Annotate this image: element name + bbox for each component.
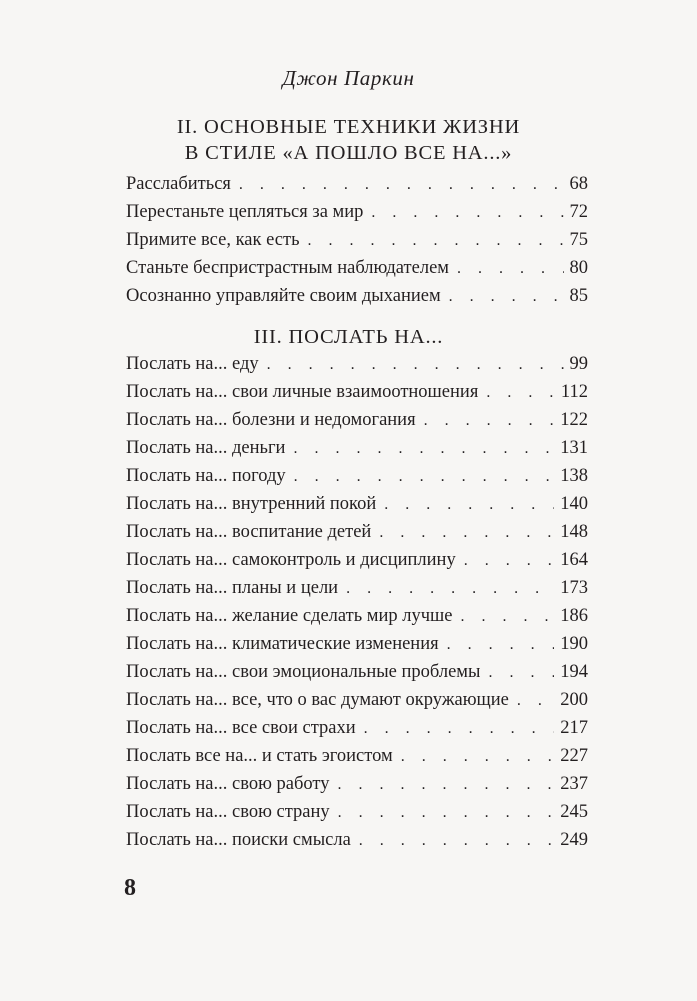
toc-entry [126, 746, 588, 774]
toc-entry-page-number: 138 [560, 466, 588, 486]
toc-entry-page-number: 245 [560, 802, 588, 822]
toc-entry-title: Послать на... планы и цели [126, 578, 339, 598]
toc-entry-title: Послать на... поиски смысла [126, 830, 351, 850]
page-number: 8 [124, 875, 136, 901]
section-2-title-line-1: II. ОСНОВНЫЕ ТЕХНИКИ ЖИЗНИ [176, 116, 521, 138]
dot-leader [267, 356, 564, 374]
toc-entry-title: Послать на... воспитание детей [126, 522, 372, 542]
section-2-title [0, 114, 697, 166]
toc-entry-title: Послать на... свои эмоциональные проблемы [126, 662, 481, 682]
toc-entry-page-number: 140 [560, 494, 588, 514]
toc-entry-title: Послать на... погоду [126, 466, 286, 486]
toc-entry [126, 718, 588, 746]
toc-entry-title: Осознанно управляйте своим дыханием [126, 286, 441, 306]
dot-leader [293, 440, 554, 458]
toc-entry-title: Послать на... все, что о вас думают окружающие [126, 690, 509, 710]
toc-entry-page-number: 227 [560, 746, 588, 766]
dot-leader [457, 260, 564, 278]
toc-entry [126, 466, 588, 494]
toc-entry-page-number: 75 [569, 230, 588, 250]
toc-entry-page-number: 190 [560, 634, 588, 654]
dot-leader [461, 608, 555, 626]
dot-leader [364, 720, 555, 738]
dot-leader [449, 288, 564, 306]
toc-entry-page-number: 173 [560, 578, 588, 598]
dot-leader [338, 776, 555, 794]
toc-entry-page-number: 249 [560, 830, 588, 850]
toc-entry-page-number: 72 [569, 202, 588, 222]
toc-entry-page-number: 164 [560, 550, 588, 570]
toc-entry-title: Послать на... самоконтроль и дисциплину [126, 550, 456, 570]
toc-entry [126, 830, 588, 858]
toc-entry-page-number: 186 [560, 606, 588, 626]
toc-entry-title: Послать на... свою страну [126, 802, 330, 822]
toc-entry-title: Послать на... климатические изменения [126, 634, 439, 654]
toc-entry-title: Послать на... еду [126, 354, 259, 374]
toc-entry-title: Послать на... все свои страхи [126, 718, 356, 738]
dot-leader [308, 232, 564, 250]
dot-leader [447, 636, 555, 654]
dot-leader [486, 384, 555, 402]
toc-entry [126, 774, 588, 802]
toc-entry-page-number: 217 [560, 718, 588, 738]
toc-entry [126, 662, 588, 690]
toc-entry [126, 606, 588, 634]
dot-leader [239, 176, 564, 194]
dot-leader [294, 468, 555, 486]
running-head: Джон Паркин [282, 66, 415, 90]
section-3-toc [126, 354, 588, 858]
toc-entry-page-number: 99 [569, 354, 588, 374]
toc-entry-page-number: 194 [560, 662, 588, 682]
toc-entry [126, 230, 588, 258]
dot-leader [359, 832, 554, 850]
dot-leader [401, 748, 555, 766]
toc-entry [126, 550, 588, 578]
dot-leader [384, 496, 554, 514]
toc-entry-page-number: 80 [569, 258, 588, 278]
toc-entry [126, 634, 588, 662]
dot-leader [488, 664, 554, 682]
toc-entry-page-number: 68 [569, 174, 588, 194]
toc-entry [126, 410, 588, 438]
toc-entry-title: Расслабиться [126, 174, 231, 194]
toc-entry-title: Послать на... болезни и недомогания [126, 410, 416, 430]
toc-entry [126, 522, 588, 550]
dot-leader [371, 204, 563, 222]
toc-entry-title: Перестаньте цепляться за мир [126, 202, 364, 222]
toc-entry [126, 494, 588, 522]
toc-entry-page-number: 237 [560, 774, 588, 794]
toc-entry [126, 354, 588, 382]
toc-entry [126, 438, 588, 466]
toc-entry-title: Послать на... свои личные взаимоотношения [126, 382, 479, 402]
toc-entry [126, 382, 588, 410]
toc-entry [126, 690, 588, 718]
dot-leader [346, 580, 554, 598]
toc-entry [126, 286, 588, 314]
toc-entry [126, 258, 588, 286]
toc-entry-title: Послать все на... и стать эгоистом [126, 746, 393, 766]
section-2-toc [126, 174, 588, 314]
toc-entry [126, 802, 588, 830]
toc-entry-page-number: 200 [560, 690, 588, 710]
toc-entry-title: Послать на... желание сделать мир лучше [126, 606, 453, 626]
toc-entry-title: Послать на... свою работу [126, 774, 330, 794]
dot-leader [464, 552, 555, 570]
toc-entry-page-number: 131 [560, 438, 588, 458]
section-3-title: III. ПОСЛАТЬ НА... [253, 326, 444, 348]
toc-entry-page-number: 112 [560, 382, 588, 402]
toc-entry-title: Примите все, как есть [126, 230, 300, 250]
section-2-title-line-2: В СТИЛЕ «А ПОШЛО ВСЕ НА...» [184, 142, 513, 164]
dot-leader [338, 804, 555, 822]
dot-leader [424, 412, 555, 430]
toc-entry [126, 578, 588, 606]
toc-entry-page-number: 148 [560, 522, 588, 542]
toc-entry-title: Послать на... деньги [126, 438, 286, 458]
dot-leader [379, 524, 554, 542]
toc-entry [126, 174, 588, 202]
toc-entry [126, 202, 588, 230]
toc-entry-title: Станьте беспристрастным наблюдателем [126, 258, 449, 278]
dot-leader [517, 692, 554, 710]
toc-entry-page-number: 85 [569, 286, 588, 306]
toc-entry-page-number: 122 [560, 410, 588, 430]
toc-entry-title: Послать на... внутренний покой [126, 494, 377, 514]
